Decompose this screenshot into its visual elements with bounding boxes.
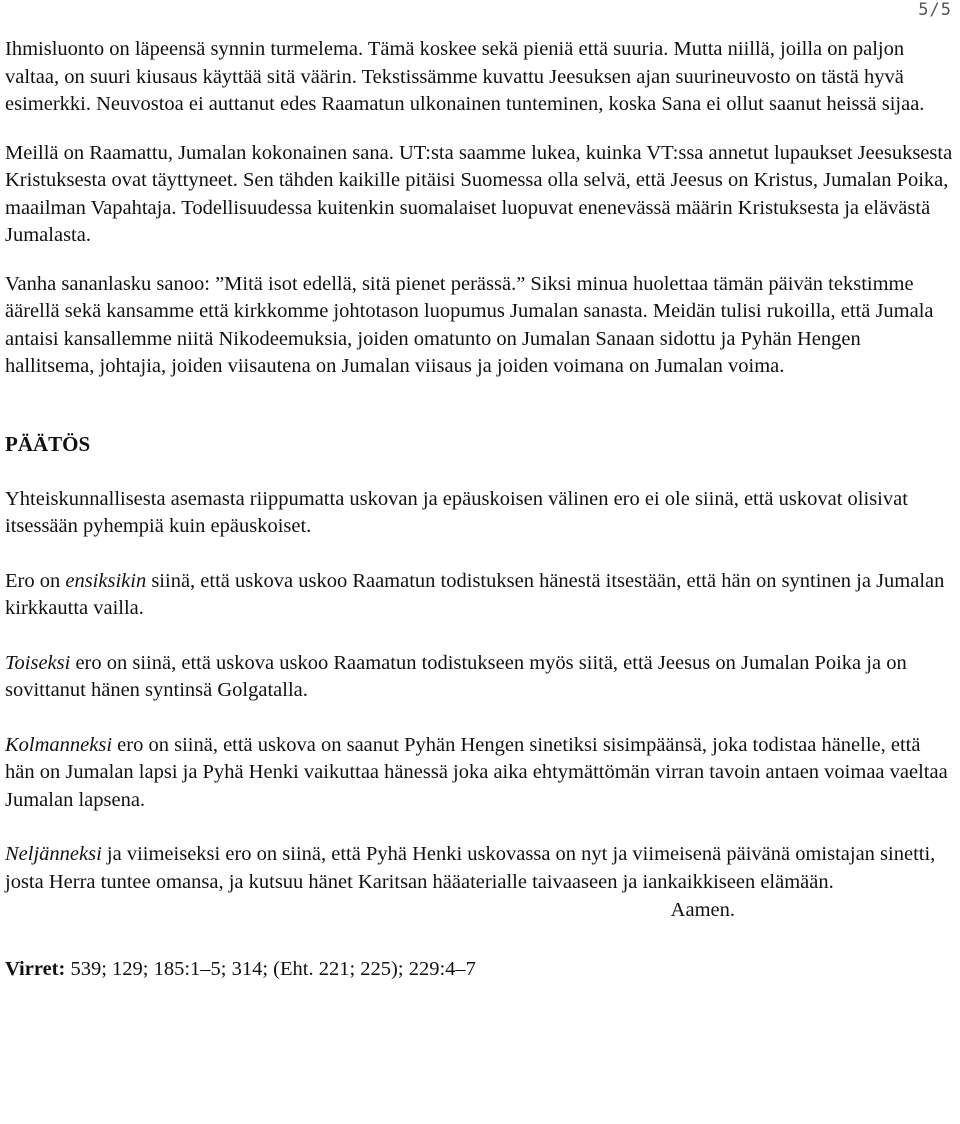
hymns-line: [5, 956, 953, 984]
paragraph-8: [5, 841, 953, 896]
paragraph-4: Yhteiskunnallisesta asemasta riippumatta uskovan ja epäuskoisen välinen ero ei ole siinä, että uskovat olisivat itsessään pyhempiä kuin epäuskoiset.: [5, 487, 908, 537]
paragraph-6-emphasis: Toiseksi: [5, 651, 71, 674]
paragraph-7-emphasis: Kolmanneksi: [5, 733, 113, 756]
paragraph-8-text: ja viimeiseksi ero on siinä, että Pyhä Henki uskovassa on nyt ja viimeisenä päivänä omistajan sinetti, josta Herra tuntee omansa, ja kutsuu hänet Karitsan hääaterialle taivaaseen ja iankaikkiseen elämään.: [5, 843, 936, 893]
paragraph-7: [5, 732, 953, 815]
paragraph-5-lead: Ero on: [5, 569, 66, 592]
page-number: 5/5: [918, 0, 952, 20]
paragraph-1: Ihmisluonto on läpeensä synnin turmelema. Tämä koskee sekä pieniä että suuria. Mutta niillä, joilla on paljon valtaa, on suuri kiusaus käyttää sitä väärin. Tekstissämme kuvattu Jeesuksen ajan suurineuvosto on tästä hyvä esimerkki. Neuvostoa ei auttanut edes Raamatun ulkonainen tunteminen, koska Sana ei ollut saanut heissä sijaa.: [5, 38, 925, 115]
paragraph-2: Meillä on Raamattu, Jumalan kokonainen sana. UT:sta saamme lukea, kuinka VT:ssa annetut lupaukset Jeesuksesta Kristuksesta ovat täyttyneet. Sen tähden kaikille pitäisi Suomessa olla selvä, että Jeesus on Kristus, Jumalan Poika, maailman Vapahtaja. Todellisuudessa kuitenkin suomalaiset luopuvat enenevässä määrin Kristuksesta ja elävästä Jumalasta.: [5, 141, 953, 246]
paragraph-5-emphasis: ensiksikin: [65, 569, 147, 592]
hymns-label: Virret:: [5, 957, 66, 980]
document-body: [5, 36, 953, 983]
paragraph-5-text: siinä, että uskova uskoo Raamatun todistuksen hänestä itsestään, että hän on syntinen ja Jumalan kirkkautta vailla.: [5, 569, 945, 619]
paragraph-8-emphasis: Neljänneksi: [5, 843, 102, 865]
section-heading: PÄÄTÖS: [5, 431, 91, 456]
paragraph-5: [5, 568, 953, 623]
paragraph-3: Vanha sananlasku sanoo: ”Mitä isot edellä, sitä pienet perässä.” Siksi minua huolettaa tämän päivän tekstimme äärellä sekä kansamme että kirkkomme johtotason luopumus Jumalan sanasta. Meidän tulisi rukoilla, että Jumala antaisi kansallemme niitä Nikodeemuksia, joiden omatunto on Jumalan Sanaan sidottu ja Pyhän Hengen hallitsema, johtajia, joiden viisautena on Jumalan viisaus ja joiden voimana on Jumalan voima.: [5, 272, 934, 377]
closing-amen: Aamen.: [670, 899, 735, 921]
paragraph-6: [5, 650, 953, 705]
paragraph-7-text: ero on siinä, että uskova on saanut Pyhän Hengen sinetiksi sisimpäänsä, joka todistaa hänelle, että hän on Jumalan lapsi ja Pyhä Henki vaikuttaa hänessä joka aika ehtymättömän virran tavoin antaen voimaa vaeltaa Jumalan lapsena.: [5, 733, 948, 811]
hymns-list: 539; 129; 185:1–5; 314; (Eht. 221; 225); 229:4–7: [65, 957, 476, 980]
paragraph-6-text: ero on siinä, että uskova uskoo Raamatun todistukseen myös siitä, että Jeesus on Jumalan Poika ja on sovittanut hänen syntinsä Golgatalla.: [5, 651, 907, 701]
